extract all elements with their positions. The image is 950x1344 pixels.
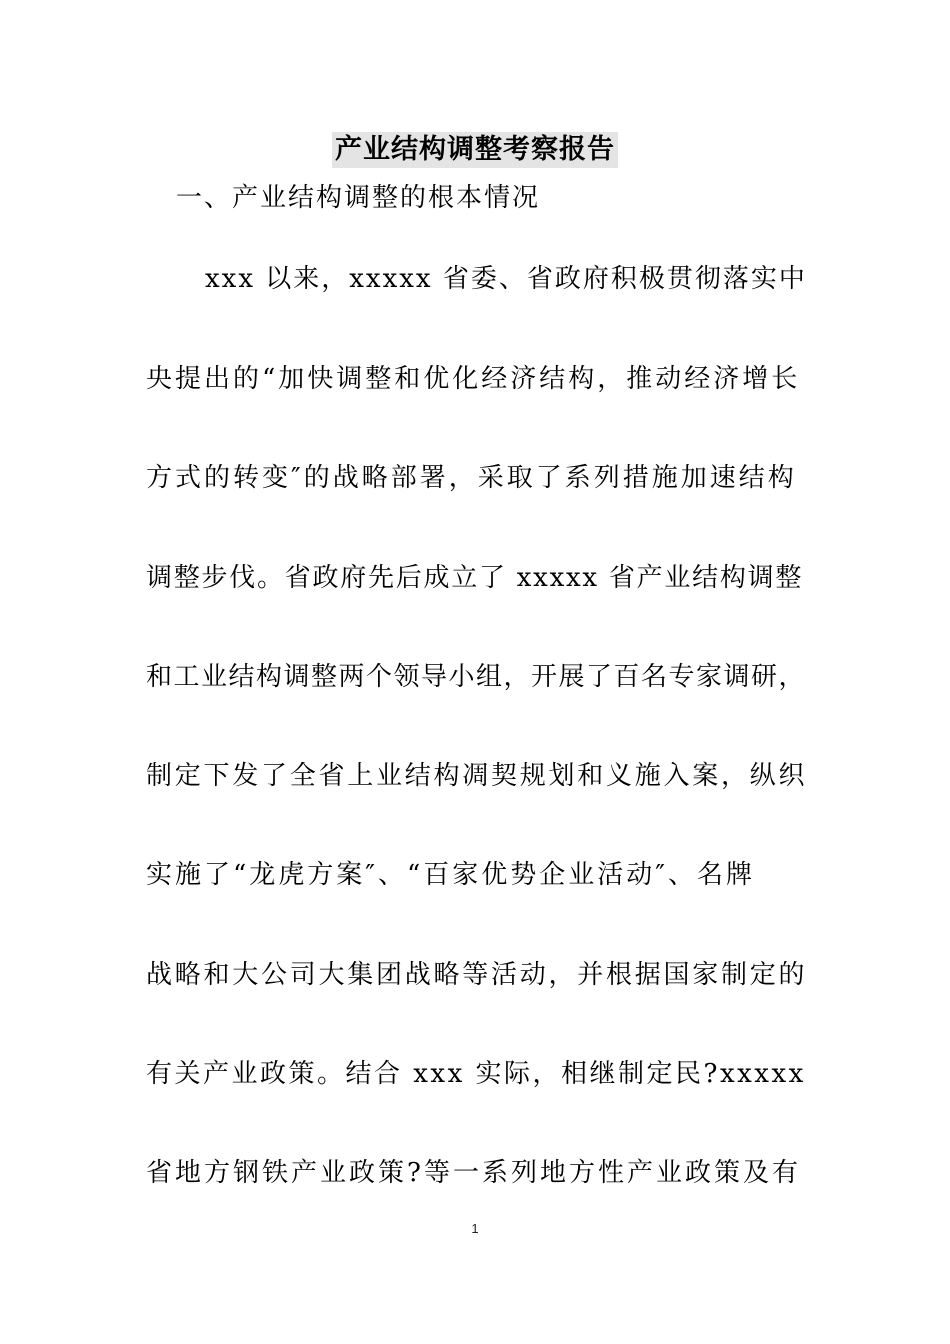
body-line: 央提出的“加快调整和优化经济结构，推动经济增长 — [146, 364, 801, 394]
body-line: 和工业结构调整两个领导小组，开展了百名专家调研， — [146, 662, 807, 692]
body-line: 战略和大公司大集团战略等活动，并根据国家制定的 — [146, 960, 808, 990]
body-line: 制定下发了全省上业结构凋契规划和义施入案，纵织 — [146, 761, 808, 791]
body-line: 方式的转变″的战略部署，采取了系列措施加速结构 — [146, 463, 797, 493]
body-line: 调整步伐。省政府先后成立了 xxxxx 省产业结构调整 — [146, 563, 804, 593]
page-number: 1 — [471, 1221, 479, 1236]
document-title: 产业结构调整考察报告 — [332, 132, 618, 168]
body-line: xxx 以来，xxxxx 省委、省政府积极贯彻落实中 — [205, 264, 807, 294]
body-line: 实施了“龙虎方案″、“百家优势企业活动″、名牌 — [146, 860, 756, 890]
body-line: 省地方钢铁产业政策?等一系列地方性产业政策及有 — [146, 1158, 801, 1188]
body-line: 有关产业政策。结合 xxx 实际，相继制定民?xxxxx — [146, 1059, 806, 1089]
title-container — [0, 132, 950, 168]
section-heading: 一、产业结构调整的根本情况 — [176, 183, 541, 213]
